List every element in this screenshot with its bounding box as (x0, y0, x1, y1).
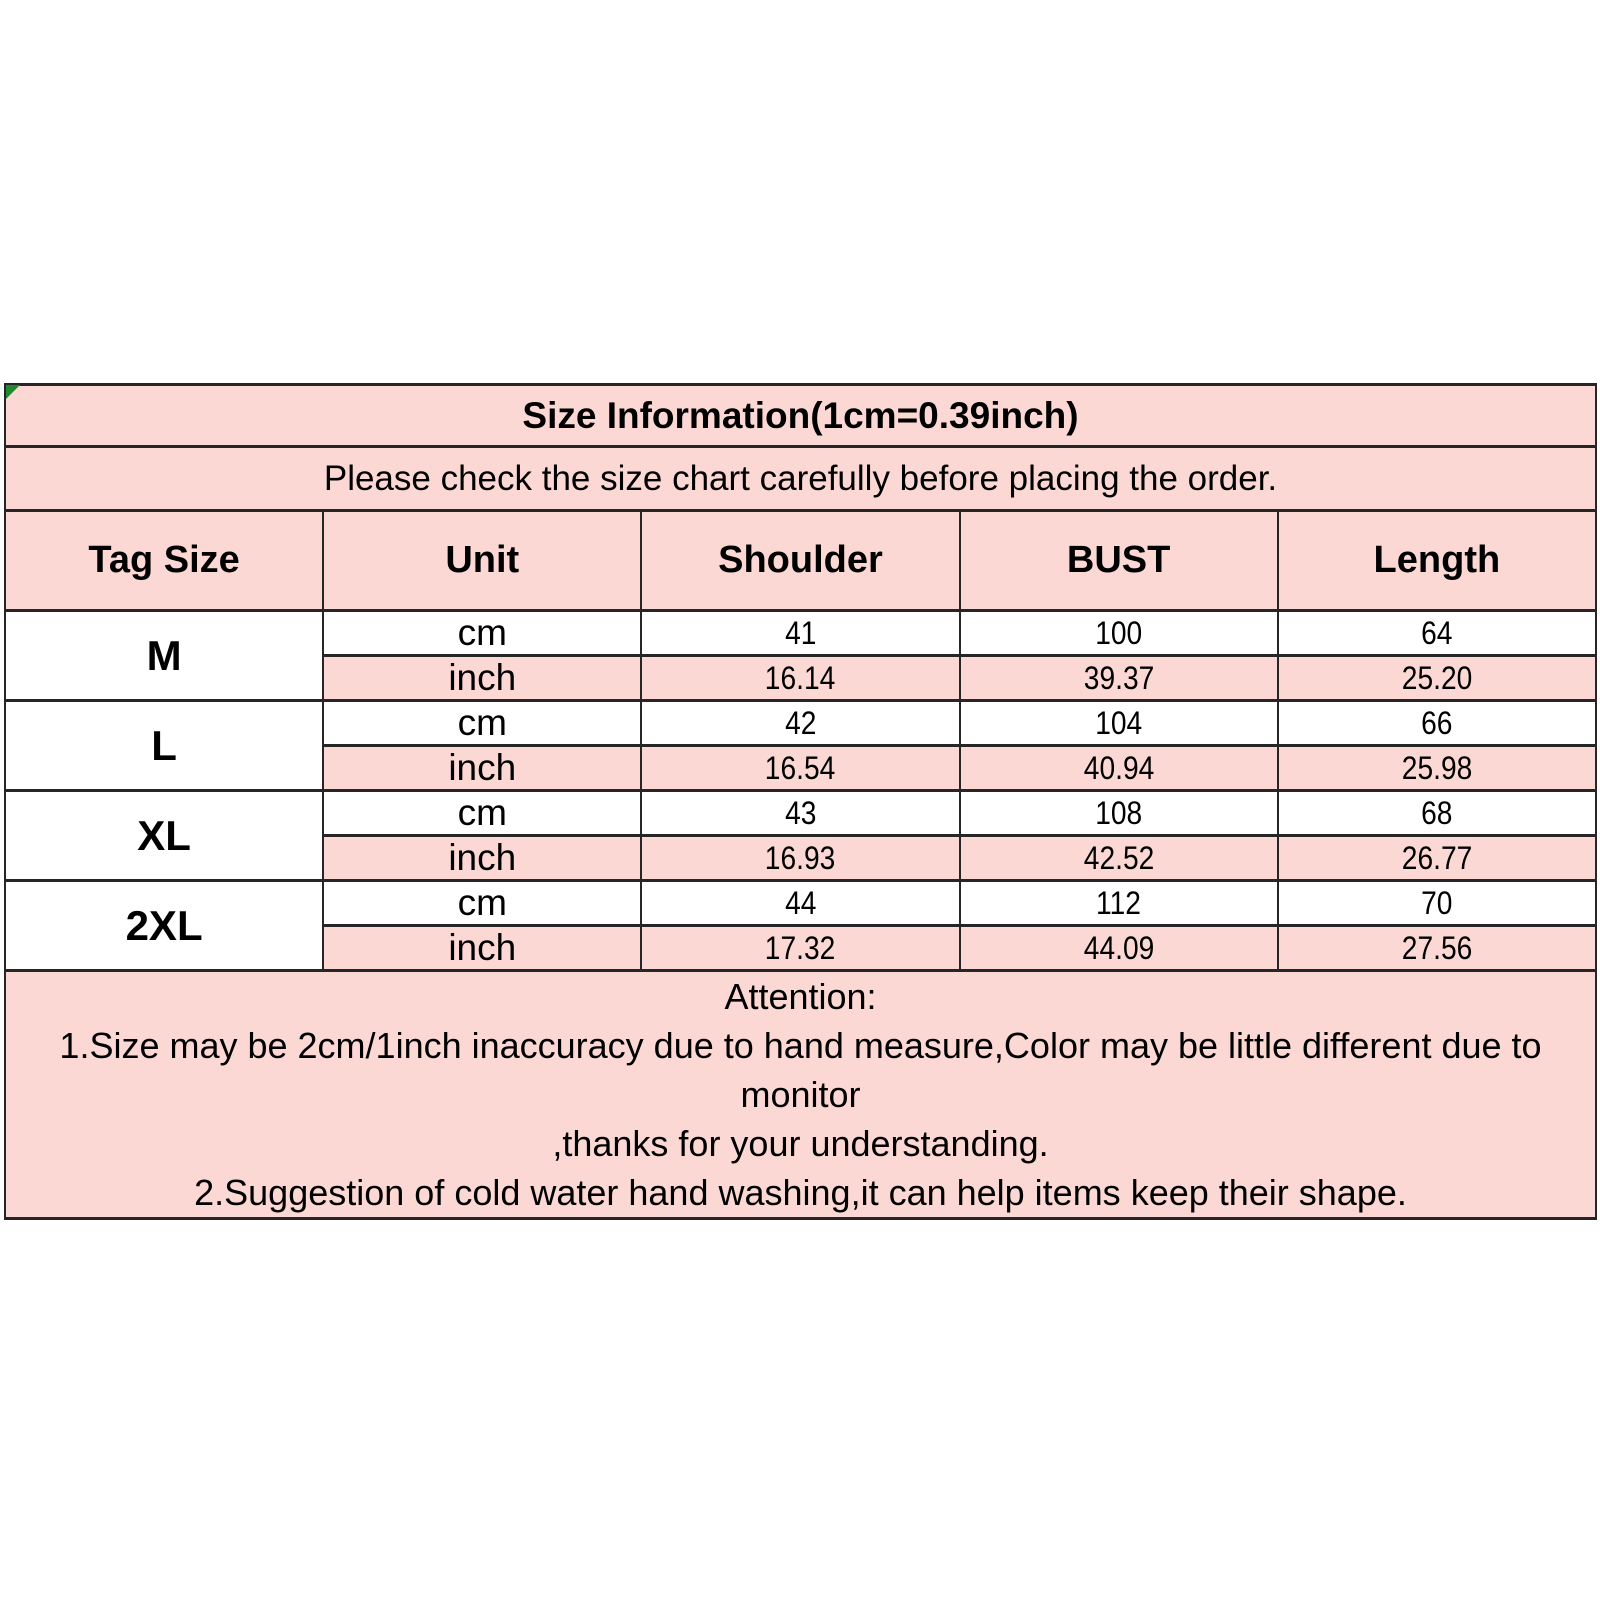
length-value-cell (1278, 656, 1596, 701)
attention-row (5, 971, 1596, 1219)
size-chart-title: Size Information(1cm=0.39inch) (5, 385, 1596, 447)
length-inch-value: 25.98 (1401, 749, 1473, 786)
size-row-l-cm (5, 701, 1596, 746)
shoulder-value-cell (641, 611, 959, 656)
unit-cell: inch (323, 746, 641, 791)
shoulder-value-cell (641, 926, 959, 971)
title-row (5, 385, 1596, 447)
shoulder-value-cell (641, 746, 959, 791)
bust-cm-value: 108 (1095, 794, 1143, 831)
unit-cell: inch (323, 656, 641, 701)
length-value-cell (1278, 611, 1596, 656)
shoulder-cm-value: 41 (784, 614, 817, 651)
bust-value-cell (960, 836, 1278, 881)
shoulder-value-cell (641, 881, 959, 926)
attention-heading: Attention: (724, 976, 877, 1017)
size-row-xl-cm (5, 791, 1596, 836)
bust-value-cell (960, 746, 1278, 791)
column-header-length: Length (1278, 511, 1596, 611)
length-inch-value: 27.56 (1401, 929, 1473, 966)
unit-cell: cm (323, 791, 641, 836)
bust-value-cell (960, 791, 1278, 836)
unit-cell: cm (323, 701, 641, 746)
bust-inch-value: 39.37 (1083, 659, 1154, 696)
unit-cell: cm (323, 881, 641, 926)
length-value-cell (1278, 836, 1596, 881)
length-cm-value: 66 (1421, 704, 1453, 741)
attention-line-2: ,thanks for your understanding. (552, 1123, 1049, 1164)
shoulder-value-cell (641, 656, 959, 701)
shoulder-inch-value: 17.32 (765, 929, 836, 966)
shoulder-cm-value: 44 (784, 884, 817, 921)
tag-size-cell: 2XL (5, 881, 323, 971)
unit-cell: inch (323, 926, 641, 971)
bust-value-cell (960, 656, 1278, 701)
shoulder-value-cell (641, 701, 959, 746)
bust-cm-value: 104 (1095, 704, 1143, 741)
bust-value-cell (960, 611, 1278, 656)
shoulder-value-cell (641, 836, 959, 881)
bust-value-cell (960, 701, 1278, 746)
column-header-shoulder: Shoulder (641, 511, 959, 611)
length-value-cell (1278, 746, 1596, 791)
shoulder-cm-value: 43 (784, 794, 817, 831)
bust-inch-value: 44.09 (1083, 929, 1154, 966)
length-cm-value: 64 (1421, 614, 1453, 651)
column-header-tag-size: Tag Size (5, 511, 323, 611)
size-information-table (4, 383, 1597, 1220)
shoulder-inch-value: 16.93 (765, 839, 836, 876)
bust-inch-value: 42.52 (1083, 839, 1154, 876)
length-value-cell (1278, 881, 1596, 926)
shoulder-cm-value: 42 (784, 704, 817, 741)
column-header-bust: BUST (960, 511, 1278, 611)
subtitle-row (5, 447, 1596, 511)
length-inch-value: 26.77 (1401, 839, 1473, 876)
size-row-2xl-cm (5, 881, 1596, 926)
unit-cell: inch (323, 836, 641, 881)
unit-cell: cm (323, 611, 641, 656)
length-cm-value: 68 (1421, 794, 1453, 831)
tag-size-cell: L (5, 701, 323, 791)
size-chart-subtitle: Please check the size chart carefully before placing the order. (5, 447, 1596, 511)
column-header-unit: Unit (323, 511, 641, 611)
bust-cm-value: 100 (1095, 614, 1143, 651)
shoulder-inch-value: 16.14 (765, 659, 836, 696)
length-value-cell (1278, 791, 1596, 836)
size-row-m-cm (5, 611, 1596, 656)
shoulder-inch-value: 16.54 (765, 749, 836, 786)
bust-value-cell (960, 926, 1278, 971)
length-value-cell (1278, 701, 1596, 746)
shoulder-value-cell (641, 791, 959, 836)
column-header-row (5, 511, 1596, 611)
tag-size-cell: XL (5, 791, 323, 881)
bust-inch-value: 40.94 (1083, 749, 1154, 786)
attention-line-3: 2.Suggestion of cold water hand washing,it can help items keep their shape. (194, 1172, 1407, 1213)
excel-corner-marker-icon (6, 385, 20, 399)
attention-line-1: 1.Size may be 2cm/1inch inaccuracy due to hand measure,Color may be little different due to monitor (59, 1025, 1542, 1115)
length-cm-value: 70 (1421, 884, 1453, 921)
bust-value-cell (960, 881, 1278, 926)
length-value-cell (1278, 926, 1596, 971)
tag-size-cell: M (5, 611, 323, 701)
bust-cm-value: 112 (1096, 884, 1142, 921)
length-inch-value: 25.20 (1401, 659, 1473, 696)
attention-note (5, 971, 1596, 1219)
